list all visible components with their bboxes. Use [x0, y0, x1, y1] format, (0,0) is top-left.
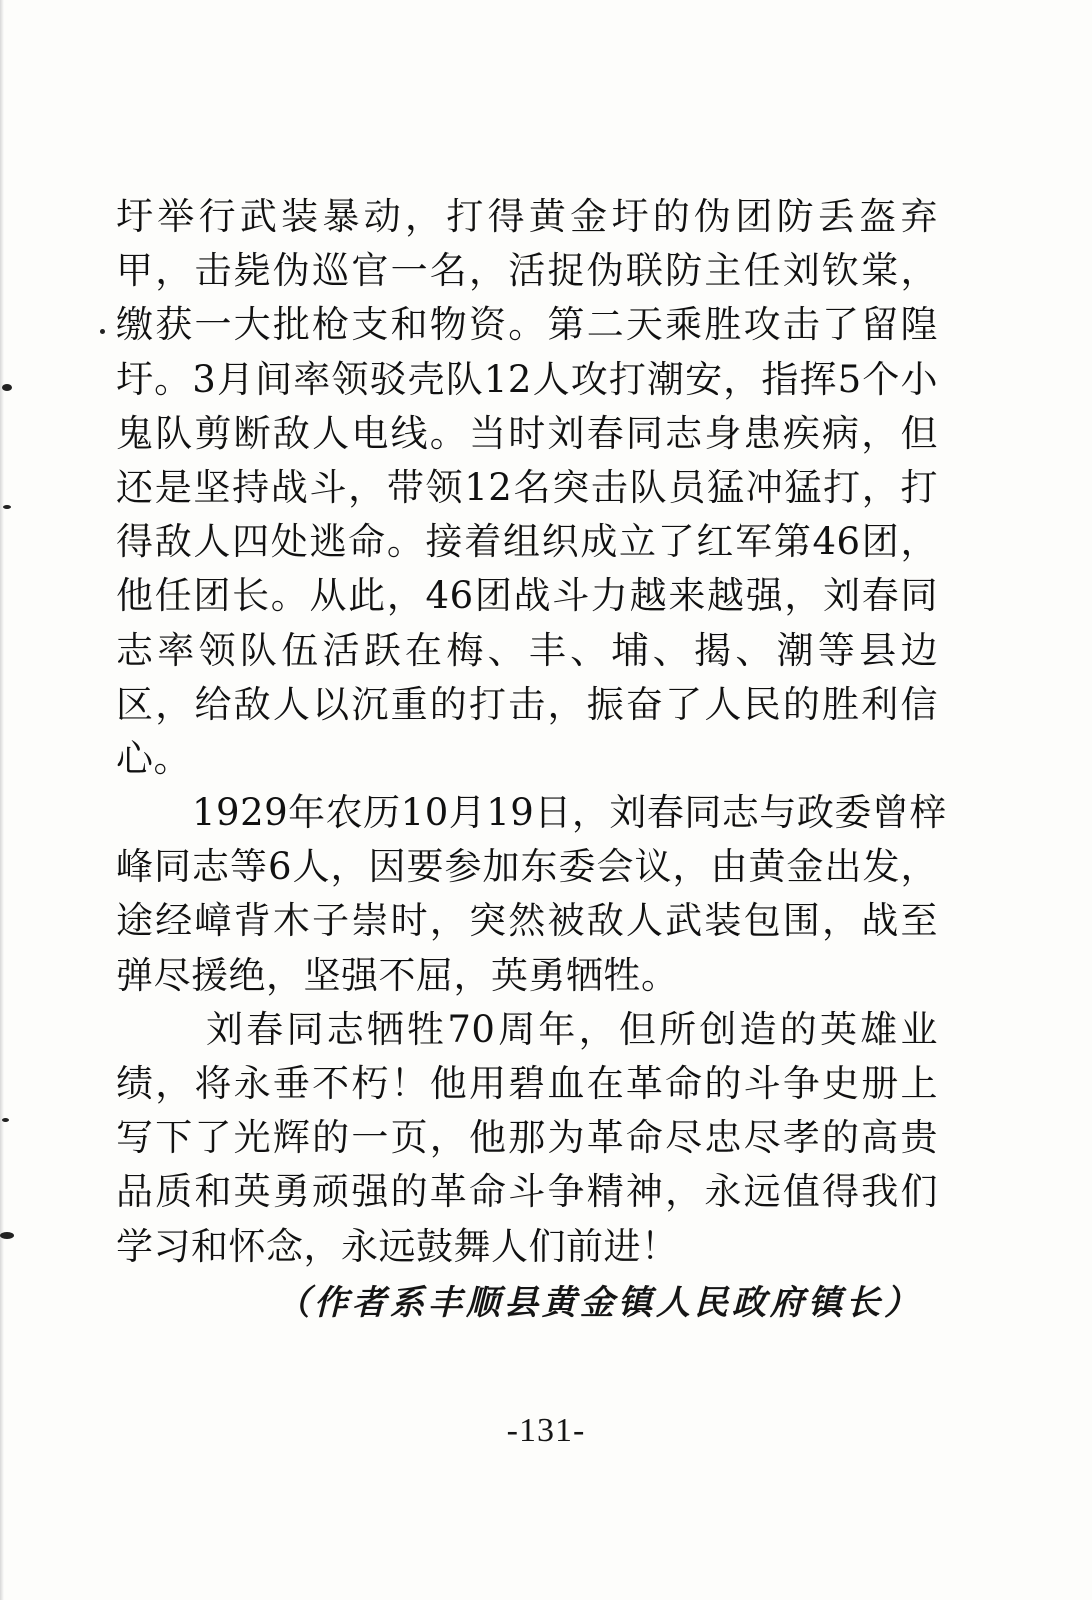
text-line: 志率领队伍活跃在梅、丰、埔、揭、潮等县边 — [116, 628, 938, 672]
text-line: 写下了光辉的一页，他那为革命尽忠尽孝的高贵 — [116, 1116, 938, 1160]
text-line: 学习和怀念，永远鼓舞人们前进！ — [116, 1224, 679, 1268]
text-line: 1929年农历10月19日，刘春同志与政委曾梓 — [192, 791, 947, 835]
text-line: 峰同志等6人，因要参加东委会议，由黄金出发， — [116, 845, 938, 889]
text-line: 品质和英勇顽强的革命斗争精神，永远值得我们 — [116, 1170, 938, 1214]
page-number: -131- — [506, 1412, 586, 1449]
text-line: 区，给敌人以沉重的打击，振奋了人民的胜利信 — [116, 682, 938, 726]
body-text — [116, 190, 947, 1274]
text-line: 鬼队剪断敌人电线。当时刘春同志身患疾病，但 — [116, 411, 938, 455]
text-line: 得敌人四处逃命。接着组织成立了红军第46团， — [116, 520, 938, 564]
author-byline: （作者系丰顺县黄金镇人民政府镇长） — [276, 1283, 922, 1323]
text-line: 弹尽援绝，坚强不屈，英勇牺牲。 — [116, 953, 679, 997]
text-line: 缴获一大批枪支和物资。第二天乘胜攻击了留隍 — [116, 303, 938, 347]
scan-edge — [0, 0, 4, 1600]
scan-speck — [0, 1232, 14, 1239]
text-line: 甲，击毙伪巡官一名，活捉伪联防主任刘钦棠， — [116, 249, 938, 293]
text-line: 心。 — [116, 736, 191, 780]
text-line: 圩举行武装暴动，打得黄金圩的伪团防丢盔弃 — [116, 195, 938, 238]
scan-speck — [3, 505, 11, 509]
text-line: 刘春同志牺牲70周年，但所创造的英雄业 — [206, 1007, 938, 1051]
text-line: 绩，将永垂不朽！他用碧血在革命的斗争史册上 — [116, 1062, 938, 1105]
text-line: 他任团长。从此，46团战斗力越来越强，刘春同 — [116, 574, 938, 618]
scan-speck — [2, 1118, 9, 1122]
text-line: 途经嶂背木子崇时，突然被敌人武装包围，战至 — [116, 899, 938, 943]
scan-speck — [2, 384, 12, 391]
scan-speck — [100, 329, 105, 334]
text-line: 圩。3月间率领驳壳队12人攻打潮安，指挥5个小 — [116, 357, 938, 401]
text-line: 还是坚持战斗，带领12名突击队员猛冲猛打，打 — [116, 465, 938, 509]
